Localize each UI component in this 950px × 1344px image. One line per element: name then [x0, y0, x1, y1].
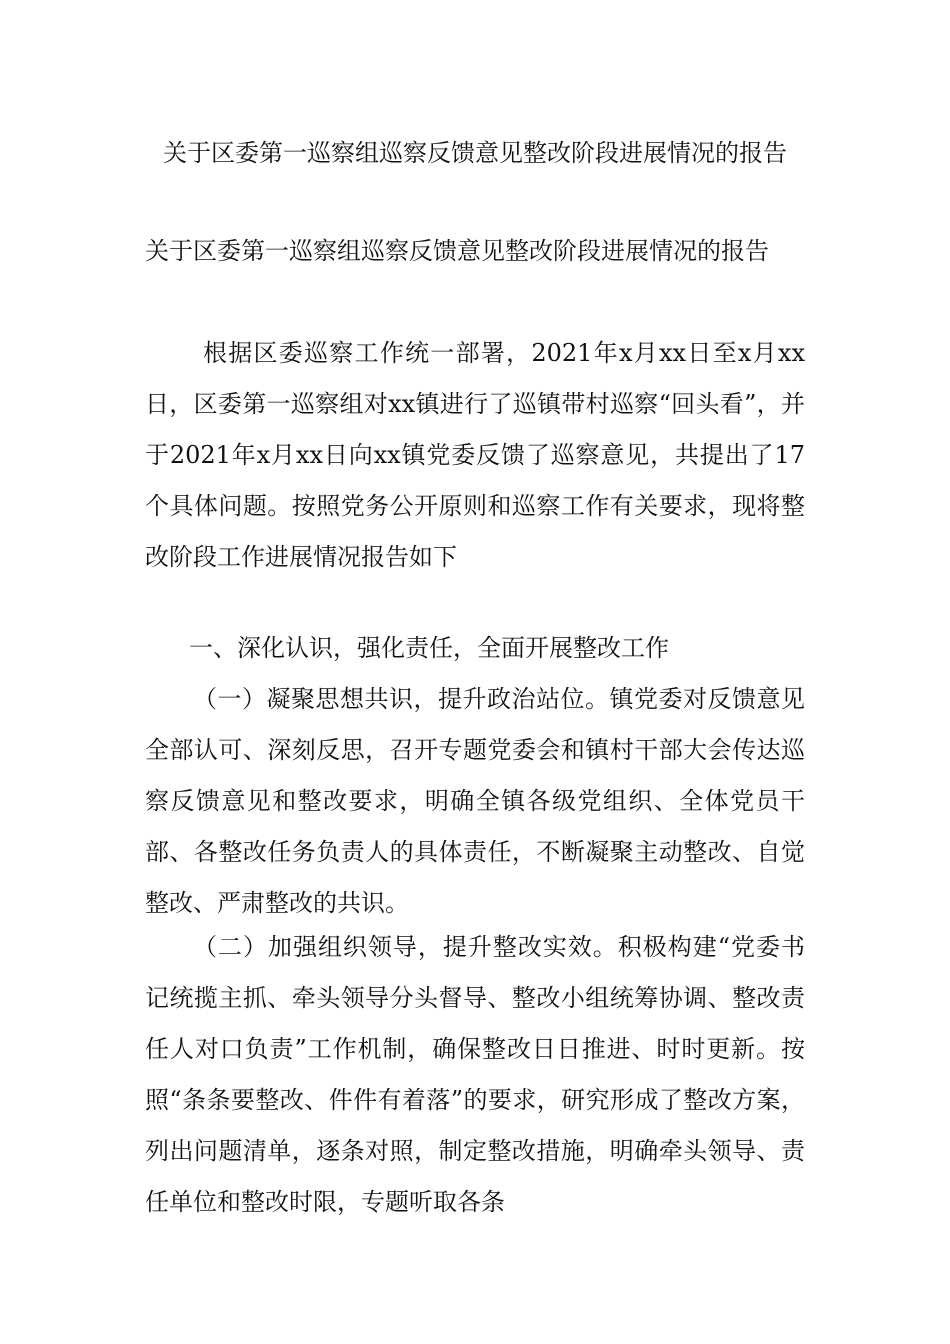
paragraph-1: （一）凝聚思想共识，提升政治站位。镇党委对反馈意见全部认可、深刻反思，召开专题党委会和镇村干部大会传达巡察反馈意见和整改要求，明确全镇各级党组织、全体党员干部、各整改任务负责人的具体责任，不断凝聚主动整改、自觉整改、严肃整改的共识。	[145, 685, 805, 917]
document-title: 关于区委第一巡察组巡察反馈意见整改阶段进展情况的报告	[163, 139, 787, 167]
section-heading: 一、深化认识，强化责任，全面开展整改工作	[189, 634, 669, 662]
intro-paragraph: 根据区委巡察工作统一部署，2021年x月xx日至x月xx日，区委第一巡察组对xx镇进行了巡镇带村巡察“回头看”，并于2021年x月xx日向xx镇党委反馈了巡察意见，共提出了17个具体问题。按照党务公开原则和巡察工作有关要求，现将整改阶段工作进展情况报告如下	[145, 339, 805, 571]
repeated-title: 关于区委第一巡察组巡察反馈意见整改阶段进展情况的报告	[145, 237, 769, 265]
paragraph-2: （二）加强组织领导，提升整改实效。积极构建“党委书记统揽主抓、牵头领导分头督导、整改小组统筹协调、整改责任人对口负责”工作机制，确保整改日日推进、时时更新。按照“条条要整改、件件有着落”的要求，研究形成了整改方案，列出问题清单，逐条对照，制定整改措施，明确牵头领导、责任单位和整改时限，专题听取各条	[145, 933, 805, 1216]
